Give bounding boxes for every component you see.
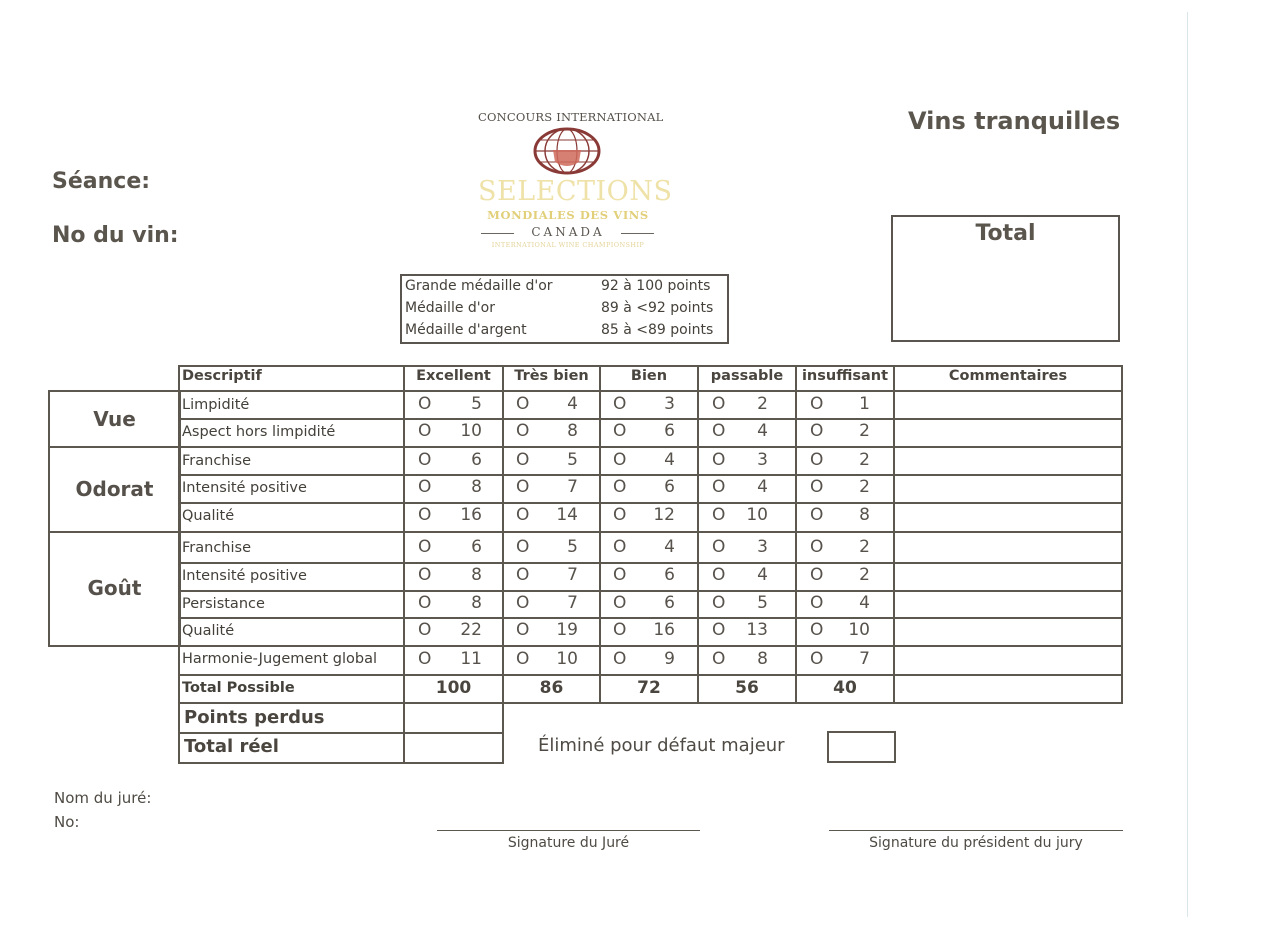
logo-sub-text: MONDIALES DES VINS [487, 208, 649, 222]
option-circle[interactable]: O [418, 394, 432, 414]
option-points: 14 [556, 505, 578, 525]
score-option[interactable] [613, 649, 675, 671]
score-option[interactable] [712, 593, 768, 615]
score-option[interactable] [712, 649, 768, 671]
header-bien: Bien [630, 368, 668, 384]
header-passable: passable [710, 368, 784, 384]
group-label-vue: Vue [93, 407, 136, 431]
score-option[interactable] [418, 477, 482, 499]
option-circle[interactable]: O [418, 505, 432, 525]
score-option[interactable] [516, 537, 578, 559]
option-points: 5 [471, 394, 482, 414]
option-points: 8 [471, 593, 482, 613]
group-label-odorat: Odorat [75, 477, 154, 501]
score-option[interactable] [613, 450, 675, 472]
option-points: 7 [567, 477, 578, 497]
option-points: 3 [757, 450, 768, 470]
grid-row-line [178, 617, 1123, 619]
score-option[interactable] [418, 565, 482, 587]
option-circle[interactable]: O [418, 421, 432, 441]
medal-row [405, 300, 725, 322]
medal-points: 89 à <92 points [601, 300, 714, 316]
grid-row-line [48, 531, 1123, 533]
score-option[interactable] [613, 565, 675, 587]
score-option[interactable] [613, 620, 675, 642]
option-points: 2 [859, 450, 870, 470]
option-circle[interactable]: O [516, 620, 530, 640]
grid-row-line [178, 590, 1123, 592]
option-circle[interactable]: O [516, 421, 530, 441]
option-circle[interactable]: O [712, 505, 726, 525]
option-points: 8 [471, 565, 482, 585]
grid-row-line [178, 562, 1123, 564]
medal-points: 92 à 100 points [601, 278, 711, 294]
elimine-label: Éliminé pour défaut majeur [538, 735, 785, 756]
score-option[interactable] [418, 537, 482, 559]
option-points: 6 [664, 477, 675, 497]
total-possible-value: 72 [637, 678, 661, 698]
globe-glass-logo-icon [533, 126, 601, 176]
medal-label: Médaille d'argent [405, 322, 527, 338]
score-option[interactable] [810, 649, 870, 671]
score-option[interactable] [418, 394, 482, 416]
score-option[interactable] [712, 450, 768, 472]
option-circle[interactable]: O [712, 394, 726, 414]
option-points: 6 [664, 565, 675, 585]
president-signature-caption: Signature du président du jury [869, 835, 1083, 851]
option-circle[interactable]: O [810, 477, 824, 497]
option-circle[interactable]: O [613, 421, 627, 441]
seance-field-label: Séance: [52, 169, 151, 194]
score-option[interactable] [418, 421, 482, 443]
option-circle[interactable]: O [613, 505, 627, 525]
score-option[interactable] [810, 450, 870, 472]
score-option[interactable] [810, 537, 870, 559]
total-possible-label: Total Possible [182, 680, 295, 696]
elimine-checkbox[interactable] [827, 731, 896, 763]
row-label: Intensité positive [182, 480, 307, 496]
header-descriptif: Descriptif [182, 368, 262, 384]
row-label: Harmonie-Jugement global [182, 651, 378, 667]
option-points: 8 [471, 477, 482, 497]
option-circle[interactable]: O [613, 394, 627, 414]
row-label: Aspect hors limpidité [182, 424, 336, 440]
option-points: 22 [460, 620, 482, 640]
option-circle[interactable]: O [712, 649, 726, 669]
option-points: 19 [556, 620, 578, 640]
header-tres-bien: Très bien [514, 368, 589, 384]
option-points: 6 [471, 450, 482, 470]
score-option[interactable] [516, 620, 578, 642]
option-circle[interactable]: O [516, 450, 530, 470]
option-points: 5 [567, 450, 578, 470]
option-points: 5 [757, 593, 768, 613]
option-circle[interactable]: O [418, 649, 432, 669]
score-option[interactable] [418, 593, 482, 615]
row-label: Franchise [182, 540, 251, 556]
option-circle[interactable]: O [810, 421, 824, 441]
grid-col-line [697, 365, 699, 704]
option-points: 8 [567, 421, 578, 441]
score-option[interactable] [712, 477, 768, 499]
option-points: 8 [859, 505, 870, 525]
option-points: 4 [664, 537, 675, 557]
option-points: 7 [567, 593, 578, 613]
logo-country-text: CANADA [531, 225, 605, 239]
option-points: 8 [757, 649, 768, 669]
score-option[interactable] [613, 537, 675, 559]
score-option[interactable] [516, 649, 578, 671]
juror-number-label: No: [54, 813, 80, 831]
option-points: 10 [556, 649, 578, 669]
option-points: 7 [859, 649, 870, 669]
grid-row-line [178, 390, 1123, 392]
score-option[interactable] [810, 505, 870, 527]
option-points: 1 [859, 394, 870, 414]
total-possible-value: 86 [539, 678, 564, 698]
score-option[interactable] [418, 450, 482, 472]
option-points: 2 [859, 477, 870, 497]
score-option[interactable] [712, 565, 768, 587]
option-circle[interactable]: O [712, 450, 726, 470]
score-option[interactable] [516, 565, 578, 587]
header-commentaires: Commentaires [948, 368, 1068, 384]
option-circle[interactable]: O [418, 537, 432, 557]
option-circle[interactable]: O [516, 565, 530, 585]
score-option[interactable] [418, 649, 482, 671]
option-circle[interactable]: O [613, 565, 627, 585]
option-circle[interactable]: O [613, 649, 627, 669]
option-points: 7 [567, 565, 578, 585]
option-circle[interactable]: O [810, 649, 824, 669]
option-points: 9 [664, 649, 675, 669]
score-option[interactable] [712, 394, 768, 416]
score-option[interactable] [613, 593, 675, 615]
option-circle[interactable]: O [418, 620, 432, 640]
option-points: 3 [757, 537, 768, 557]
score-option[interactable] [712, 620, 768, 642]
score-option[interactable] [712, 537, 768, 559]
score-option[interactable] [418, 620, 482, 642]
logo-main-text: SELECTIONS [478, 176, 673, 207]
grid-row-line [178, 474, 1123, 476]
option-circle[interactable]: O [418, 450, 432, 470]
group-label-gout: Goût [87, 576, 142, 600]
header-excellent: Excellent [416, 368, 491, 384]
grid-col-line [599, 365, 601, 704]
score-option[interactable] [810, 593, 870, 615]
logo-top-text: CONCOURS INTERNATIONAL [478, 110, 664, 124]
score-option[interactable] [613, 505, 675, 527]
option-points: 6 [664, 593, 675, 613]
medal-points: 85 à <89 points [601, 322, 714, 338]
option-circle[interactable]: O [516, 394, 530, 414]
score-option[interactable] [516, 593, 578, 615]
row-label: Limpidité [182, 397, 250, 413]
option-circle[interactable]: O [810, 537, 824, 557]
row-label: Intensité positive [182, 568, 307, 584]
option-circle[interactable]: O [810, 505, 824, 525]
grid-row-line [178, 502, 1123, 504]
category-title: Vins tranquilles [908, 107, 1121, 135]
juror-signature-caption: Signature du Juré [507, 835, 630, 851]
grid-row-line [48, 446, 1123, 448]
page-edge-line [1187, 12, 1188, 917]
total-possible-value: 40 [833, 678, 857, 698]
total-possible-value: 100 [435, 678, 472, 698]
option-points: 10 [460, 421, 482, 441]
wine-number-field-label: No du vin: [52, 223, 179, 248]
row-label: Qualité [182, 623, 235, 639]
score-option[interactable] [810, 421, 870, 443]
score-option[interactable] [712, 421, 768, 443]
logo-rule-right [621, 233, 654, 234]
score-option[interactable] [810, 620, 870, 642]
president-signature-line[interactable] [829, 830, 1123, 831]
total-reel-label: Total réel [184, 736, 279, 757]
option-points: 4 [757, 421, 768, 441]
score-option[interactable] [516, 450, 578, 472]
option-circle[interactable]: O [712, 537, 726, 557]
option-circle[interactable]: O [712, 477, 726, 497]
row-label: Qualité [182, 508, 235, 524]
option-points: 2 [859, 537, 870, 557]
option-circle[interactable]: O [418, 477, 432, 497]
total-score-label: Total [975, 221, 1036, 246]
medal-label: Grande médaille d'or [405, 278, 553, 294]
option-points: 2 [859, 421, 870, 441]
score-option[interactable] [516, 477, 578, 499]
grid-row-line [178, 674, 1123, 676]
header-insuffisant: insuffisant [801, 368, 889, 384]
score-option[interactable] [613, 421, 675, 443]
option-points: 2 [757, 394, 768, 414]
option-points: 4 [664, 450, 675, 470]
option-circle[interactable]: O [810, 620, 824, 640]
row-label: Franchise [182, 453, 251, 469]
score-option[interactable] [712, 505, 768, 527]
option-points: 16 [653, 620, 675, 640]
score-option[interactable] [613, 394, 675, 416]
option-circle[interactable]: O [613, 450, 627, 470]
score-option[interactable] [810, 565, 870, 587]
score-option[interactable] [516, 394, 578, 416]
option-points: 3 [664, 394, 675, 414]
option-points: 13 [746, 620, 768, 640]
option-circle[interactable]: O [516, 537, 530, 557]
option-points: 4 [757, 565, 768, 585]
option-circle[interactable]: O [418, 593, 432, 613]
option-points: 6 [664, 421, 675, 441]
option-points: 12 [653, 505, 675, 525]
score-option[interactable] [810, 477, 870, 499]
option-circle[interactable]: O [516, 649, 530, 669]
option-circle[interactable]: O [810, 394, 824, 414]
option-circle[interactable]: O [516, 505, 530, 525]
total-reel-input[interactable] [403, 732, 504, 764]
medal-label: Médaille d'or [405, 300, 495, 316]
total-possible-value: 56 [735, 678, 759, 698]
option-circle[interactable]: O [810, 593, 824, 613]
logo-tagline-text: INTERNATIONAL WINE CHAMPIONSHIP [491, 241, 645, 249]
option-circle[interactable]: O [712, 593, 726, 613]
row-label: Persistance [182, 596, 265, 612]
option-points: 11 [460, 649, 482, 669]
option-points: 2 [859, 565, 870, 585]
option-circle[interactable]: O [613, 593, 627, 613]
option-points: 10 [848, 620, 870, 640]
option-circle[interactable]: O [516, 593, 530, 613]
points-perdus-input[interactable] [403, 702, 504, 734]
grid-col-line [893, 365, 895, 704]
score-option[interactable] [810, 394, 870, 416]
option-circle[interactable]: O [613, 477, 627, 497]
option-points: 4 [757, 477, 768, 497]
option-circle[interactable]: O [712, 565, 726, 585]
score-option[interactable] [613, 477, 675, 499]
grid-col-line [795, 365, 797, 704]
option-circle[interactable]: O [516, 477, 530, 497]
option-circle[interactable]: O [613, 537, 627, 557]
grid-row-line [178, 645, 1123, 647]
medal-row [405, 278, 725, 300]
option-circle[interactable]: O [712, 620, 726, 640]
option-points: 6 [471, 537, 482, 557]
score-option[interactable] [516, 421, 578, 443]
option-points: 10 [746, 505, 768, 525]
option-points: 4 [859, 593, 870, 613]
option-circle[interactable]: O [810, 450, 824, 470]
option-points: 4 [567, 394, 578, 414]
grid-row-line [178, 418, 1123, 420]
option-circle[interactable]: O [613, 620, 627, 640]
medal-row [405, 322, 725, 344]
score-option[interactable] [418, 505, 482, 527]
points-perdus-label: Points perdus [184, 707, 325, 728]
option-circle[interactable]: O [810, 565, 824, 585]
option-circle[interactable]: O [418, 565, 432, 585]
juror-signature-line[interactable] [437, 830, 700, 831]
option-circle[interactable]: O [712, 421, 726, 441]
juror-name-label: Nom du juré: [54, 789, 152, 807]
option-points: 16 [460, 505, 482, 525]
score-option[interactable] [516, 505, 578, 527]
option-points: 5 [567, 537, 578, 557]
